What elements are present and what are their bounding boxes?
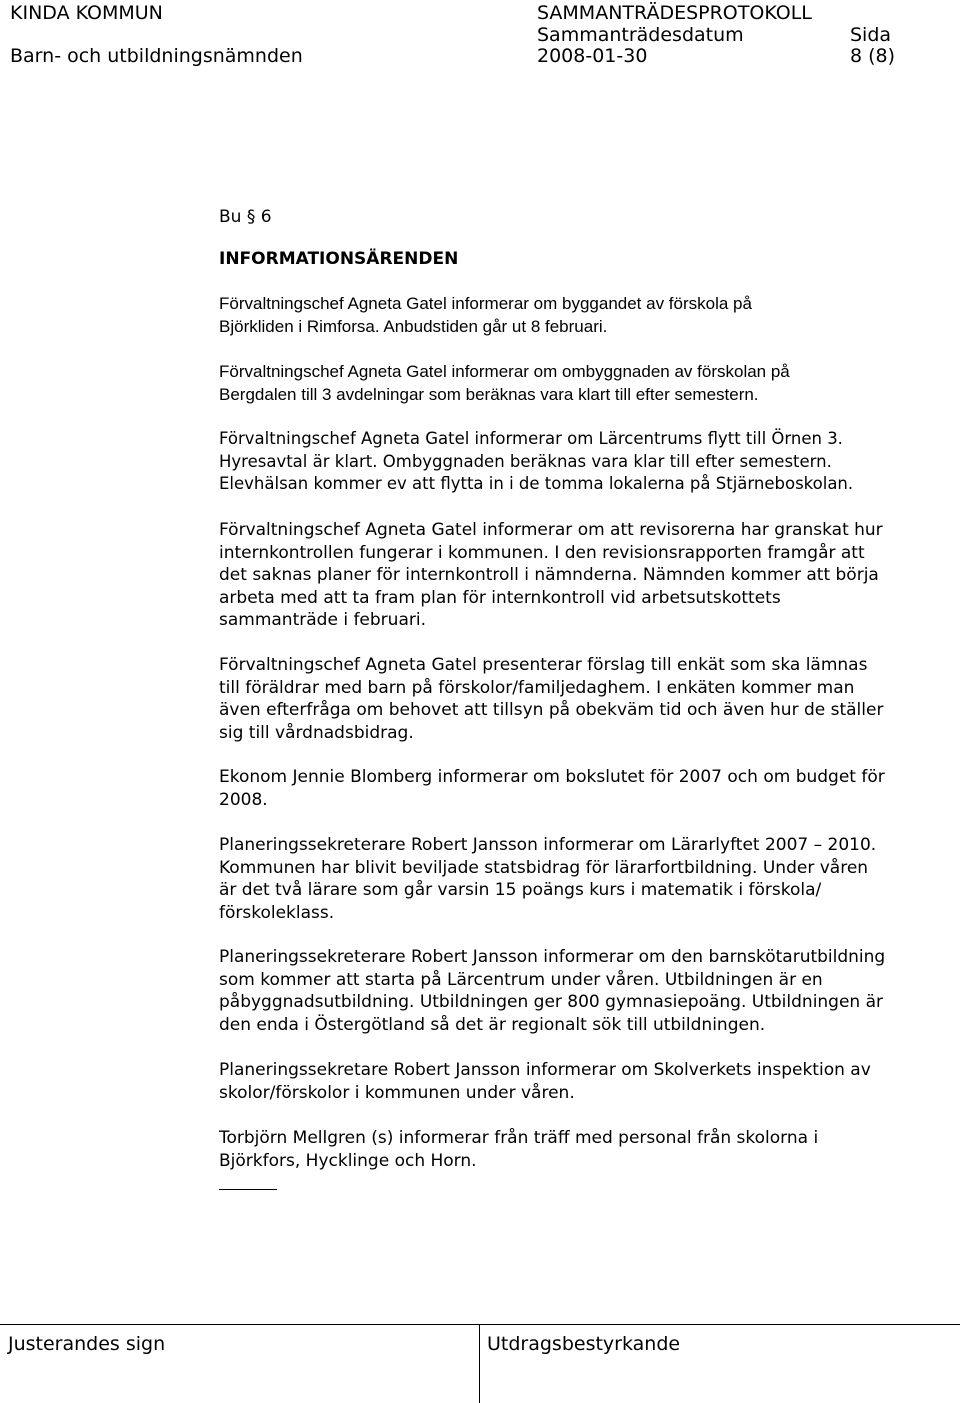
paragraph-line: Planeringssekreterare Robert Jansson informerar om Lärarlyftet 2007 – 2010.	[219, 835, 877, 855]
paragraph-line: Kommunen har blivit beviljade statsbidrag för lärarfortbildning. Under våren	[219, 857, 869, 878]
paragraph-4	[219, 519, 949, 632]
paragraph-6	[219, 766, 949, 811]
paragraph-5	[219, 654, 949, 744]
paragraph-line: även efterfråga om behovet att tillsyn på obekväm tid och även hur de ställer	[219, 700, 884, 720]
paragraph-line: Förvaltningschef Agneta Gatel informerar om att revisorerna har granskat hur	[219, 520, 883, 540]
paragraph-2	[219, 361, 949, 406]
adjuster-signature-box	[0, 1324, 480, 1403]
org-name: KINDA KOMMUN	[10, 2, 163, 24]
paragraph-line: 2008.	[219, 789, 268, 810]
meeting-date-value: 2008-01-30	[537, 45, 648, 67]
paragraph-3	[219, 428, 949, 496]
paragraph-line: Förvaltningschef Agneta Gatel presenterar förslag till enkät som ska lämnas	[219, 655, 868, 675]
section-number: Bu § 6	[219, 207, 272, 227]
paragraph-line: skolor/förskolor i kommunen under våren.	[219, 1082, 575, 1103]
paragraph-line: internkontrollen fungerar i kommunen. I den revisionsrapporten framgår att	[219, 542, 865, 563]
paragraph-7	[219, 834, 949, 924]
meeting-date-label: Sammanträdesdatum	[537, 24, 744, 46]
paragraph-line: den enda i Östergötland så det är regionalt sök till utbildningen.	[219, 1014, 766, 1035]
paragraph-line: Elevhälsan kommer ev att flytta in i de tomma lokalerna på Stjärneboskolan.	[219, 474, 854, 493]
paragraph-1	[219, 293, 949, 338]
paragraph-line: Torbjörn Mellgren (s) informerar från träff med personal från skolorna i	[219, 1128, 819, 1148]
paragraph-line: sammanträde i februari.	[219, 610, 426, 630]
paragraph-line: Förvaltningschef Agneta Gatel informerar om Lärcentrums flytt till Örnen 3.	[219, 429, 843, 448]
paragraph-line: Förvaltningschef Agneta Gatel informerar om byggandet av förskola på	[219, 294, 752, 313]
paragraph-line: arbeta med att ta fram plan för internkontroll vid arbetsutskottets	[219, 587, 781, 608]
paragraph-line: Björkliden i Rimforsa. Anbudstiden går ut 8 februari.	[219, 316, 608, 336]
extract-certification-box	[480, 1324, 960, 1403]
paragraph-line: sig till vårdnadsbidrag.	[219, 722, 414, 743]
paragraph-line: Förvaltningschef Agneta Gatel informerar om ombyggnaden av förskolan på	[219, 362, 790, 381]
extract-certification-label: Utdragsbestyrkande	[487, 1333, 681, 1355]
document-type: SAMMANTRÄDESPROTOKOLL	[537, 2, 812, 24]
paragraph-8	[219, 946, 949, 1036]
paragraph-line: påbyggnadsutbildning. Utbildningen ger 800 gymnasiepoäng. Utbildningen är	[219, 992, 884, 1012]
page-number: 8 (8)	[850, 45, 896, 67]
paragraph-line: Björkfors, Hycklinge och Horn.	[219, 1150, 477, 1171]
paragraph-line: Ekonom Jennie Blomberg informerar om bokslutet för 2007 och om budget för	[219, 767, 885, 787]
paragraph-line: förskoleklass.	[219, 902, 335, 923]
paragraph-line: Bergdalen till 3 avdelningar som beräknas vara klart till efter semestern.	[219, 384, 759, 404]
paragraph-line: till föräldrar med barn på förskolor/familjedaghem. I enkäten kommer man	[219, 677, 855, 698]
paragraph-line: Planeringssekreterare Robert Jansson informerar om den barnskötarutbildning	[219, 947, 886, 967]
adjuster-signature-label: Justerandes sign	[8, 1333, 166, 1355]
paragraph-10	[219, 1127, 949, 1172]
page-label: Sida	[850, 24, 892, 46]
paragraph-line: Hyresavtal är klart. Ombyggnaden beräknas vara klar till efter semestern.	[219, 451, 832, 471]
closing-rule	[219, 1189, 277, 1190]
paragraph-line: är det två lärare som går varsin 15 poängs kurs i matematik i förskola/	[219, 880, 822, 900]
committee-name: Barn- och utbildningsnämnden	[10, 45, 303, 67]
section-title: INFORMATIONSÄRENDEN	[219, 249, 459, 269]
paragraph-line: det saknas planer för internkontroll i nämnderna. Nämnden kommer att börja	[219, 565, 879, 585]
paragraph-9	[219, 1059, 949, 1104]
paragraph-line: Planeringssekretare Robert Jansson informerar om Skolverkets inspektion av	[219, 1060, 871, 1080]
paragraph-line: som kommer att starta på Lärcentrum under våren. Utbildningen är en	[219, 969, 823, 990]
